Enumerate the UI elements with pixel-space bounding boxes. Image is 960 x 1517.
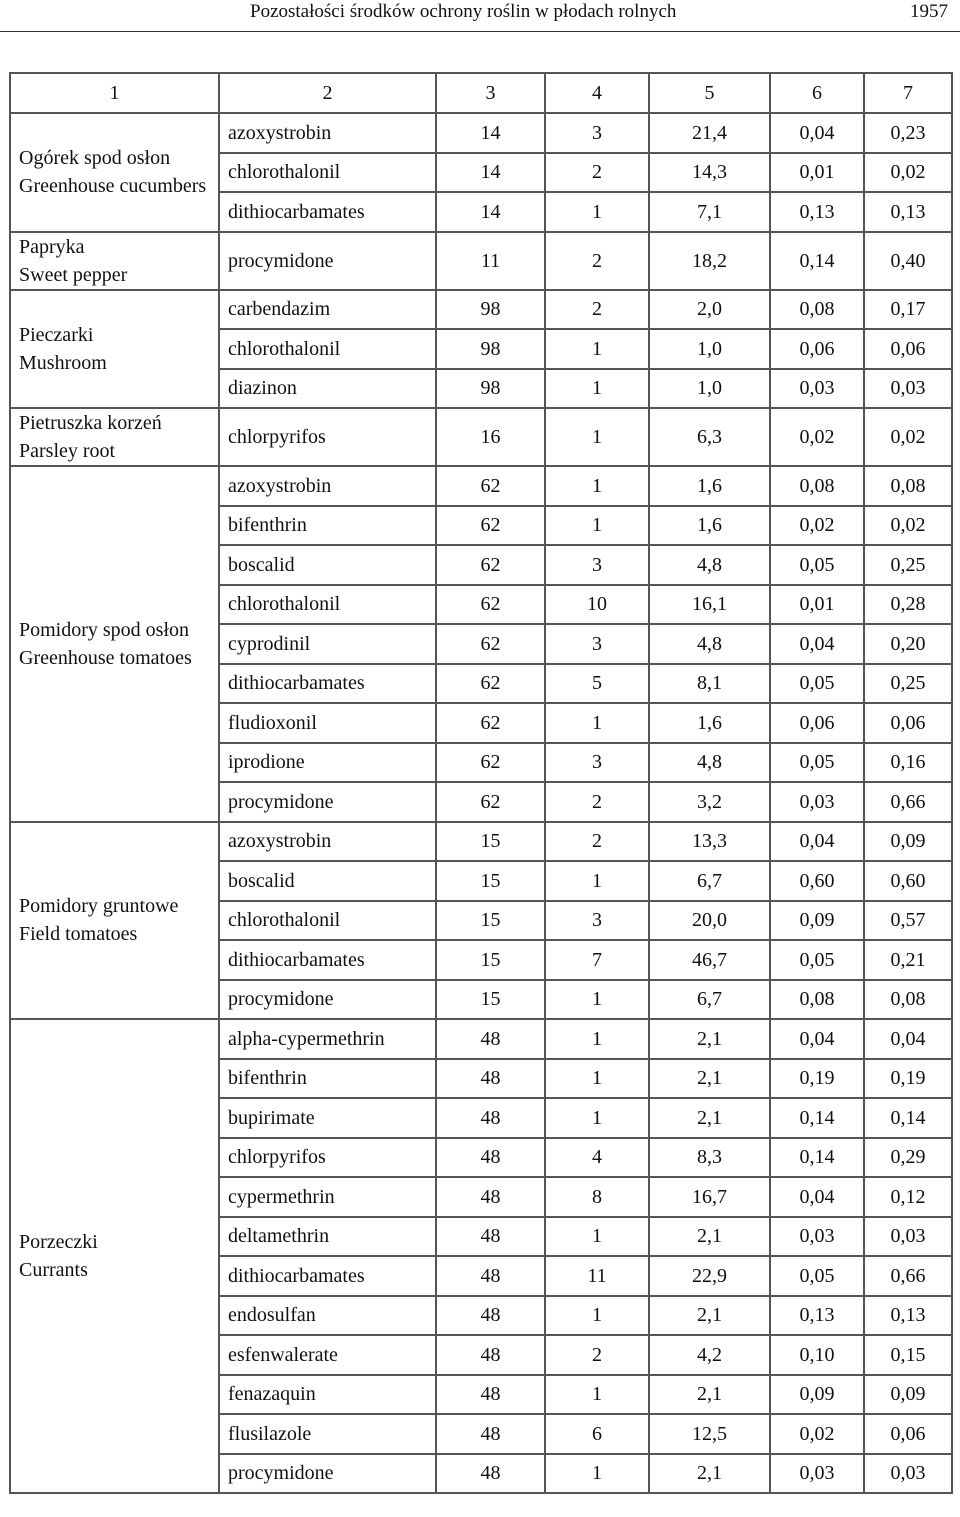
pesticide-name: bupirimate [219, 1098, 436, 1138]
value-cell: 0,02 [864, 408, 952, 466]
table-row [10, 232, 952, 290]
value-cell: 0,14 [770, 1138, 864, 1178]
crop-name-en: Greenhouse tomatoes [19, 646, 192, 669]
column-number: 4 [545, 73, 649, 113]
value-cell: 0,02 [770, 506, 864, 546]
value-cell: 2,1 [649, 1059, 770, 1099]
value-cell: 0,06 [864, 1414, 952, 1454]
crop-name-pl: Papryka [19, 235, 85, 258]
value-cell: 62 [436, 782, 545, 822]
value-cell: 21,4 [649, 113, 770, 153]
value-cell: 62 [436, 585, 545, 625]
value-cell: 0,09 [770, 1375, 864, 1415]
value-cell: 15 [436, 861, 545, 901]
crop-cell [10, 466, 219, 822]
value-cell: 98 [436, 369, 545, 409]
value-cell: 2,1 [649, 1454, 770, 1494]
pesticide-name: bifenthrin [219, 506, 436, 546]
value-cell: 2 [545, 232, 649, 290]
pesticide-name: cyprodinil [219, 624, 436, 664]
crop-name-en: Greenhouse cucumbers [19, 175, 207, 198]
pesticide-name: esfenwalerate [219, 1335, 436, 1375]
value-cell: 62 [436, 743, 545, 783]
table-row [10, 290, 952, 330]
pesticide-name: iprodione [219, 743, 436, 783]
value-cell: 2,0 [649, 290, 770, 330]
value-cell: 0,04 [864, 1019, 952, 1059]
value-cell: 0,01 [770, 153, 864, 193]
value-cell: 1 [545, 1375, 649, 1415]
table-row [10, 113, 952, 153]
table-row [10, 822, 952, 862]
value-cell: 1 [545, 1059, 649, 1099]
pesticide-name: fenazaquin [219, 1375, 436, 1415]
column-number: 1 [10, 73, 219, 113]
crop-name-en: Parsley root [19, 440, 116, 462]
value-cell: 1 [545, 192, 649, 232]
column-number-row [10, 73, 952, 113]
running-title: Pozostałości środków ochrony roślin w płodach rolnych [250, 1, 677, 22]
value-cell: 6,7 [649, 980, 770, 1020]
value-cell: 1 [545, 1296, 649, 1336]
running-head [0, 0, 960, 32]
value-cell: 0,60 [770, 861, 864, 901]
value-cell: 48 [436, 1138, 545, 1178]
pesticide-name: procymidone [219, 232, 436, 290]
value-cell: 12,5 [649, 1414, 770, 1454]
value-cell: 62 [436, 624, 545, 664]
crop-name-pl: Porzeczki [19, 1231, 98, 1253]
value-cell: 3 [545, 624, 649, 664]
value-cell: 6,7 [649, 861, 770, 901]
value-cell: 0,02 [770, 408, 864, 466]
page-number: 1957 [910, 1, 948, 22]
crop-name-en: Sweet pepper [19, 263, 128, 286]
value-cell: 4,2 [649, 1335, 770, 1375]
value-cell: 6,3 [649, 408, 770, 466]
pesticide-name: azoxystrobin [219, 466, 436, 506]
value-cell: 0,20 [864, 624, 952, 664]
value-cell: 0,06 [770, 703, 864, 743]
value-cell: 3 [545, 743, 649, 783]
value-cell: 3 [545, 545, 649, 585]
value-cell: 0,13 [864, 192, 952, 232]
crop-cell [10, 1019, 219, 1493]
pesticide-name: dithiocarbamates [219, 664, 436, 704]
crop-name-pl: Pietruszka korzeń [19, 412, 162, 434]
column-number: 6 [770, 73, 864, 113]
value-cell: 48 [436, 1335, 545, 1375]
pesticide-name: azoxystrobin [219, 822, 436, 862]
value-cell: 48 [436, 1414, 545, 1454]
value-cell: 15 [436, 980, 545, 1020]
value-cell: 1,0 [649, 329, 770, 369]
value-cell: 4,8 [649, 624, 770, 664]
table-row [10, 466, 952, 506]
value-cell: 0,21 [864, 940, 952, 980]
value-cell: 2 [545, 782, 649, 822]
value-cell: 1 [545, 1454, 649, 1494]
value-cell: 2,1 [649, 1019, 770, 1059]
value-cell: 0,03 [864, 369, 952, 409]
value-cell: 48 [436, 1019, 545, 1059]
value-cell: 22,9 [649, 1256, 770, 1296]
value-cell: 0,06 [864, 703, 952, 743]
value-cell: 62 [436, 466, 545, 506]
value-cell: 0,23 [864, 113, 952, 153]
pesticide-name: procymidone [219, 782, 436, 822]
value-cell: 0,03 [770, 782, 864, 822]
value-cell: 13,3 [649, 822, 770, 862]
table-row [10, 408, 952, 466]
value-cell: 1 [545, 369, 649, 409]
value-cell: 2,1 [649, 1098, 770, 1138]
value-cell: 2 [545, 1335, 649, 1375]
value-cell: 98 [436, 329, 545, 369]
pesticide-name: chlorothalonil [219, 153, 436, 193]
pesticide-name: chlorpyrifos [219, 408, 436, 466]
crop-cell [10, 822, 219, 1020]
crop-name-en: Mushroom [19, 351, 107, 374]
value-cell: 15 [436, 822, 545, 862]
value-cell: 3 [545, 113, 649, 153]
value-cell: 1 [545, 980, 649, 1020]
value-cell: 48 [436, 1375, 545, 1415]
pesticide-name: chlorothalonil [219, 585, 436, 625]
value-cell: 0,02 [770, 1414, 864, 1454]
column-number: 7 [864, 73, 952, 113]
value-cell: 2,1 [649, 1375, 770, 1415]
value-cell: 0,15 [864, 1335, 952, 1375]
value-cell: 11 [436, 232, 545, 290]
pesticide-name: endosulfan [219, 1296, 436, 1336]
crop-name-pl: Pieczarki [19, 323, 94, 346]
pesticide-name: chlorothalonil [219, 901, 436, 941]
crop-name-en: Currants [19, 1259, 88, 1281]
value-cell: 1,6 [649, 506, 770, 546]
value-cell: 18,2 [649, 232, 770, 290]
value-cell: 4,8 [649, 545, 770, 585]
value-cell: 15 [436, 940, 545, 980]
value-cell: 62 [436, 506, 545, 546]
pesticide-name: alpha-cypermethrin [219, 1019, 436, 1059]
pesticide-name: bifenthrin [219, 1059, 436, 1099]
pesticide-name: chlorpyrifos [219, 1138, 436, 1178]
value-cell: 8,1 [649, 664, 770, 704]
value-cell: 0,06 [864, 329, 952, 369]
value-cell: 62 [436, 664, 545, 704]
pesticide-name: procymidone [219, 980, 436, 1020]
table-row [10, 1019, 952, 1059]
value-cell: 0,05 [770, 940, 864, 980]
value-cell: 0,04 [770, 822, 864, 862]
value-cell: 0,13 [770, 192, 864, 232]
value-cell: 2,1 [649, 1217, 770, 1257]
value-cell: 1 [545, 329, 649, 369]
value-cell: 0,12 [864, 1177, 952, 1217]
value-cell: 0,04 [770, 1019, 864, 1059]
value-cell: 0,08 [770, 466, 864, 506]
value-cell: 1 [545, 1019, 649, 1059]
crop-cell [10, 232, 219, 290]
pesticide-name: chlorothalonil [219, 329, 436, 369]
value-cell: 0,40 [864, 232, 952, 290]
crop-name-pl: Pomidory gruntowe [19, 895, 179, 918]
pesticide-name: procymidone [219, 1454, 436, 1494]
value-cell: 0,08 [770, 290, 864, 330]
value-cell: 0,02 [864, 506, 952, 546]
value-cell: 48 [436, 1296, 545, 1336]
pesticide-name: dithiocarbamates [219, 1256, 436, 1296]
crop-name-pl: Pomidory spod osłon [19, 618, 190, 641]
value-cell: 0,17 [864, 290, 952, 330]
value-cell: 0,14 [864, 1098, 952, 1138]
value-cell: 0,57 [864, 901, 952, 941]
value-cell: 14 [436, 192, 545, 232]
value-cell: 15 [436, 901, 545, 941]
value-cell: 2,1 [649, 1296, 770, 1336]
value-cell: 16 [436, 408, 545, 466]
value-cell: 0,04 [770, 113, 864, 153]
value-cell: 1 [545, 506, 649, 546]
crop-cell [10, 290, 219, 409]
value-cell: 0,01 [770, 585, 864, 625]
value-cell: 0,29 [864, 1138, 952, 1178]
value-cell: 1,6 [649, 703, 770, 743]
value-cell: 2 [545, 153, 649, 193]
value-cell: 48 [436, 1217, 545, 1257]
crop-name-pl: Ogórek spod osłon [19, 147, 171, 170]
pesticide-name: dithiocarbamates [219, 192, 436, 232]
column-number: 2 [219, 73, 436, 113]
value-cell: 0,66 [864, 1256, 952, 1296]
pesticide-name: diazinon [219, 369, 436, 409]
value-cell: 10 [545, 585, 649, 625]
table-body [10, 73, 952, 1493]
pesticide-name: deltamethrin [219, 1217, 436, 1257]
value-cell: 0,03 [864, 1454, 952, 1494]
crop-cell [10, 408, 219, 466]
value-cell: 3,2 [649, 782, 770, 822]
value-cell: 0,09 [864, 822, 952, 862]
value-cell: 7 [545, 940, 649, 980]
crop-name-en: Field tomatoes [19, 923, 138, 946]
value-cell: 48 [436, 1059, 545, 1099]
value-cell: 16,1 [649, 585, 770, 625]
value-cell: 0,66 [864, 782, 952, 822]
value-cell: 0,10 [770, 1335, 864, 1375]
value-cell: 7,1 [649, 192, 770, 232]
pesticide-name: cypermethrin [219, 1177, 436, 1217]
value-cell: 0,03 [770, 1454, 864, 1494]
column-number: 3 [436, 73, 545, 113]
value-cell: 0,09 [864, 1375, 952, 1415]
value-cell: 11 [545, 1256, 649, 1296]
value-cell: 1 [545, 466, 649, 506]
value-cell: 16,7 [649, 1177, 770, 1217]
value-cell: 14,3 [649, 153, 770, 193]
value-cell: 2 [545, 822, 649, 862]
pesticide-name: carbendazim [219, 290, 436, 330]
value-cell: 62 [436, 545, 545, 585]
value-cell: 46,7 [649, 940, 770, 980]
value-cell: 0,05 [770, 743, 864, 783]
value-cell: 5 [545, 664, 649, 704]
value-cell: 8 [545, 1177, 649, 1217]
value-cell: 0,25 [864, 545, 952, 585]
value-cell: 0,05 [770, 664, 864, 704]
value-cell: 0,03 [770, 369, 864, 409]
value-cell: 1,0 [649, 369, 770, 409]
value-cell: 0,08 [770, 980, 864, 1020]
value-cell: 0,25 [864, 664, 952, 704]
value-cell: 0,14 [770, 232, 864, 290]
value-cell: 0,06 [770, 329, 864, 369]
value-cell: 0,13 [770, 1296, 864, 1336]
value-cell: 0,19 [864, 1059, 952, 1099]
value-cell: 0,16 [864, 743, 952, 783]
pesticide-name: fludioxonil [219, 703, 436, 743]
crop-cell [10, 113, 219, 232]
value-cell: 48 [436, 1098, 545, 1138]
value-cell: 2 [545, 290, 649, 330]
value-cell: 98 [436, 290, 545, 330]
value-cell: 0,04 [770, 624, 864, 664]
value-cell: 14 [436, 153, 545, 193]
value-cell: 20,0 [649, 901, 770, 941]
value-cell: 8,3 [649, 1138, 770, 1178]
pesticide-name: flusilazole [219, 1414, 436, 1454]
value-cell: 0,05 [770, 545, 864, 585]
value-cell: 0,08 [864, 466, 952, 506]
value-cell: 0,08 [864, 980, 952, 1020]
value-cell: 0,04 [770, 1177, 864, 1217]
value-cell: 0,02 [864, 153, 952, 193]
value-cell: 1 [545, 861, 649, 901]
value-cell: 1 [545, 703, 649, 743]
value-cell: 4,8 [649, 743, 770, 783]
value-cell: 4 [545, 1138, 649, 1178]
value-cell: 6 [545, 1414, 649, 1454]
column-number: 5 [649, 73, 770, 113]
value-cell: 62 [436, 703, 545, 743]
pesticide-name: azoxystrobin [219, 113, 436, 153]
value-cell: 0,60 [864, 861, 952, 901]
pesticide-name: dithiocarbamates [219, 940, 436, 980]
pesticide-name: boscalid [219, 861, 436, 901]
value-cell: 0,28 [864, 585, 952, 625]
value-cell: 14 [436, 113, 545, 153]
residue-table [9, 72, 953, 1494]
value-cell: 0,03 [770, 1217, 864, 1257]
pesticide-name: boscalid [219, 545, 436, 585]
value-cell: 1 [545, 408, 649, 466]
value-cell: 1 [545, 1098, 649, 1138]
value-cell: 0,09 [770, 901, 864, 941]
value-cell: 0,14 [770, 1098, 864, 1138]
value-cell: 0,03 [864, 1217, 952, 1257]
value-cell: 0,19 [770, 1059, 864, 1099]
value-cell: 1 [545, 1217, 649, 1257]
value-cell: 1,6 [649, 466, 770, 506]
value-cell: 48 [436, 1454, 545, 1494]
value-cell: 0,13 [864, 1296, 952, 1336]
value-cell: 48 [436, 1177, 545, 1217]
value-cell: 48 [436, 1256, 545, 1296]
value-cell: 3 [545, 901, 649, 941]
value-cell: 0,05 [770, 1256, 864, 1296]
